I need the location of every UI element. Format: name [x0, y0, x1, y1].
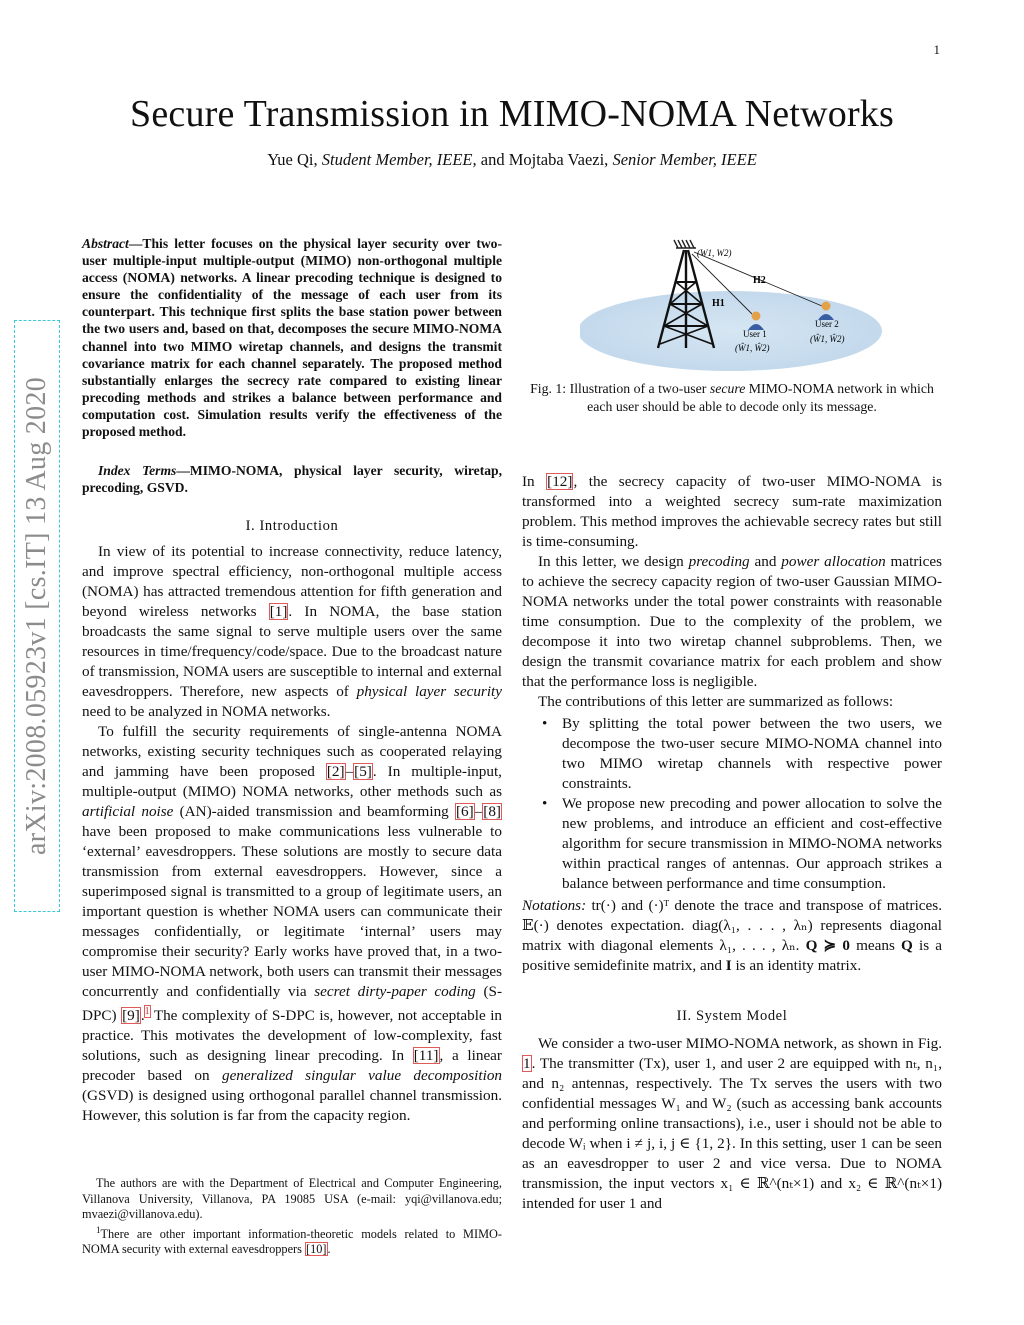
system-model-paragraph: We consider a two-user MIMO-NOMA network, as shown in Fig. 1. The transmitter (Tx), user 1, and user 2 are equipped with nₜ, n₁, and n₂ antennas, respectively. The Tx serves the users with two confidential messages W₁ and W₂ (such as accessing bank accounts and performing online transactions), i.e., user i should not be able to decode Wᵢ when i ≠ j, i, j ∈ {1, 2}. In this setting, user 1 can be seen as an eavesdropper to user 2 and vice versa. Due to NOMA transmission, the input vectors x₁ ∈ ℝ^(nₜ×1) and x₂ ∈ ℝ^(nₜ×1) intended for user 1 and	[522, 1035, 942, 1212]
citation-12[interactable]: [12]	[547, 473, 573, 490]
section-1-heading: I. Introduction	[245, 518, 339, 534]
author-1-name: Yue Qi,	[267, 150, 318, 169]
author-2-name: Mojtaba Vaezi,	[508, 150, 609, 169]
user-2-label: User 2	[815, 319, 839, 329]
user-2-decoded-label: (Ŵ1, Ŵ2)	[810, 334, 845, 344]
left-column	[82, 516, 502, 1126]
antenna-icon	[674, 240, 696, 248]
citation-2[interactable]: [2]	[326, 763, 345, 780]
coverage-area	[580, 291, 882, 371]
list-item: • We propose new precoding and power allocation to solve the new problems, and introduce an efficient and cost-effective algorithm for secure transmission in MIMO-NOMA networks within practical ranges of antennas. Our approach strikes a balance between performance and time consumption.	[562, 794, 942, 894]
intro-paragraph-1: In view of its potential to increase connectivity, reduce latency, and improve spectral efficiency, non-orthogonal multiple access (NOMA) has attracted tremendous attention for fifth generation and beyond wireless networks [1]. In NOMA, the base station broadcasts the same signal to serve multiple users over the same resources in time/frequency/code/space. Due to the broadcast nature of transmission, NOMA users are susceptible to internal and external eavesdroppers. Therefore, new aspects of physical layer security need to be analyzed in NOMA networks.	[82, 543, 503, 720]
right-paragraph-1: In this letter, we design precoding and power allocation matrices to achieve the secrecy capacity region of two-user Gaussian MIMO-NOMA networks under the total power constraints with reasonable time consumption. Due to the complexity of the problem, we decompose it into two wiretap channel subproblems. Then, we design the transmit covariance matrix for each problem and show that the performance loss is negligible.	[522, 553, 942, 690]
channel-h1-label: H1	[712, 298, 725, 309]
figure-1-network-diagram	[580, 236, 910, 371]
citation-11[interactable]: [11]	[413, 1047, 439, 1065]
user-1-decoded-label: (Ŵ1, Ŵ2)	[735, 343, 770, 353]
figure-1-caption: Fig. 1: Illustration of a two-user secure MIMO-NOMA network in which each user should be able to decode only its message.	[530, 381, 934, 414]
tx-message-label: (W1, W2)	[697, 248, 732, 258]
user-1-label: User 1	[743, 329, 767, 339]
citation-6[interactable]: [6]	[455, 803, 474, 820]
author-2-role: Senior Member, IEEE	[612, 150, 757, 169]
footnote-1: $^1$There are other important information-theoretic models related to MIMO-NOMA security with external eavesdroppers [10].	[82, 1224, 502, 1257]
channel-h2-label: H2	[753, 275, 766, 286]
author-and: and	[480, 150, 505, 169]
page-number: 1	[933, 42, 940, 57]
index-terms	[82, 462, 502, 496]
citation-10[interactable]: [10]	[306, 1242, 327, 1257]
paper-title: Secure Transmission in MIMO-NOMA Networks	[130, 93, 894, 135]
abstract-text: —This letter focuses on the physical layer security over two-user multiple-input multiple-output (MIMO) non-orthogonal multiple access (NOMA) networks. A linear precoding technique is designed to ensure the confidentiality of the message of each user from its counterpart. This technique first splits the base station power between the two users and, based on that, decomposes the secure MIMO-NOMA channel into two MIMO wiretap channels, and designs the transmit covariance matrix for each channel separately. The proposed method substantially enlarges the secrecy rate compared to existing linear precoding methods and strikes a balance between performance and computation cost. Simulation results verify the effectiveness of the proposed method.	[82, 236, 502, 440]
footnote-1-marker[interactable]: 1	[144, 1006, 150, 1017]
citation-9[interactable]: [9]	[122, 1007, 140, 1025]
author-line	[0, 150, 1024, 170]
abstract-label: Abstract	[82, 236, 129, 251]
contributions-list	[522, 714, 942, 894]
right-column	[522, 472, 942, 1214]
abstract	[82, 235, 502, 440]
citation-5[interactable]: [5]	[354, 763, 372, 780]
list-item: • By splitting the total power between the two users, we decompose the two-user secure MIMO-NOMA channel into two MIMO wiretap channels with respective power constraints.	[562, 714, 942, 794]
figure-1-reference[interactable]: 1	[523, 1055, 531, 1072]
author-1-role: Student Member, IEEE,	[321, 150, 477, 169]
section-2-heading: II. System Model	[676, 1008, 788, 1024]
notations-paragraph: Notations: tr(·) and (·)ᵀ denote the trace and transpose of matrices. 𝔼(·) denotes expectation. diag(λ₁, . . . , λₙ) represents diagonal matrix with diagonal elements λ₁, . . . , λₙ. Q ≽ 0 means Q is a positive semidefinite matrix, and I is an identity matrix.	[522, 897, 942, 974]
contributions-intro: The contributions of this letter are summarized as follows:	[538, 693, 894, 710]
citation-8[interactable]: [8]	[483, 803, 501, 820]
intro-paragraph-2: To fulfill the security requirements of single-antenna NOMA networks, existing security techniques such as cooperated relaying and jamming have been proposed [2]–[5]. In multiple-input, multiple-output (MIMO) NOMA networks, other methods such as artificial noise (AN)-aided transmission and beamforming [6]–[8] have been proposed to make communications less vulnerable to ‘external’ eavesdroppers. These solutions are mostly to secure data transmission from external eavesdroppers. However, since a superimposed signal is transmitted to a group of legitimate users, an important question is whether NOMA users can communicate their messages confidentially, or legitimate ‘internal’ users may compromise their security? Early works have proved that, in a two-user MIMO-NOMA network, both users can transmit their messages concurrently and confidentially via secret dirty-paper coding (S-DPC) [9].$^1$ The complexity of S-DPC is, however, not acceptable in practice. This motivates the development of low-complexity, fast solutions, such as designing linear precoding. In [11], a linear precoder based on generalized singular value decomposition (GSVD) is designed using orthogonal parallel channel transmission. However, this solution is far from the capacity region.	[82, 723, 503, 1125]
index-terms-text: —MIMO-NOMA, physical layer security, wiretap, precoding, GSVD.	[82, 463, 502, 496]
index-terms-label: Index Terms	[98, 463, 177, 478]
arxiv-stamp-text: arXiv:2008.05923v1 [cs.IT] 13 Aug 2020	[21, 376, 52, 856]
citation-1[interactable]: [1]	[269, 603, 288, 620]
arxiv-stamp[interactable]	[14, 320, 60, 912]
footnotes	[82, 1176, 502, 1258]
footnote-affiliation: The authors are with the Department of Electrical and Computer Engineering, Villanova University, Villanova, PA 19085 USA (e-mail: yqi@villanova.edu; mvaezi@villanova.edu).	[82, 1176, 502, 1221]
right-paragraph-0: In [12], the secrecy capacity of two-user MIMO-NOMA is transformed into a weighted secrecy sum-rate maximization problem. This method improves the achievable secrecy rates but still is time-consuming.	[522, 473, 942, 550]
